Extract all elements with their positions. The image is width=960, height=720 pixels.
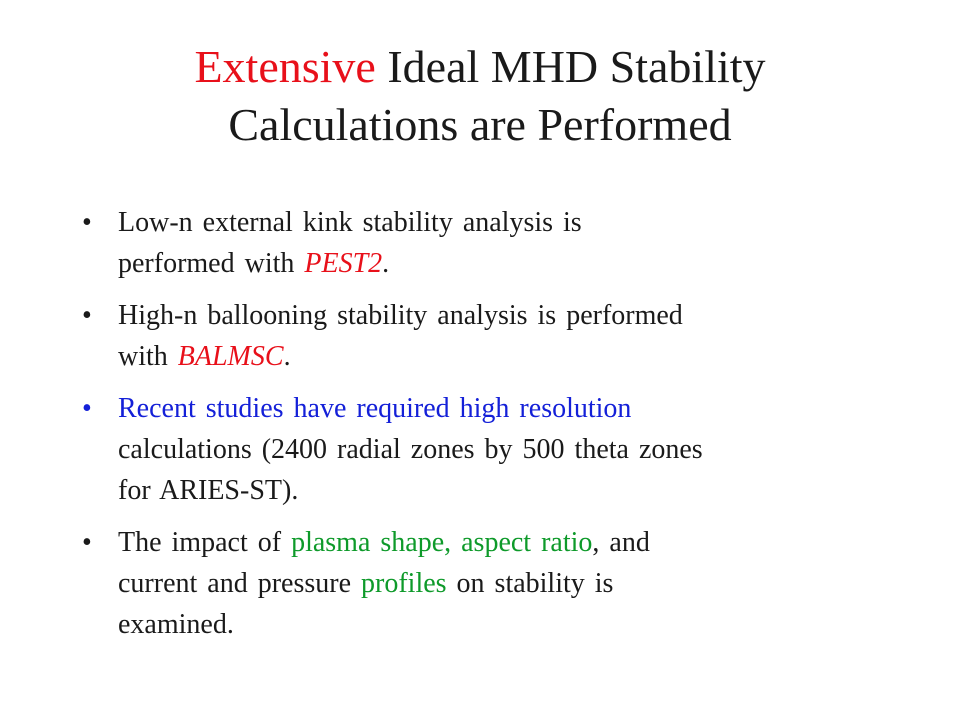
bullet-line: for ARIES-ST).: [118, 475, 299, 506]
bullet-line: [118, 563, 900, 604]
bullet-text: The impact of: [118, 527, 292, 558]
slide-title: [0, 38, 960, 154]
bullet-text: current and pressure: [118, 568, 362, 599]
bullet-item-pest2: [80, 202, 900, 284]
bullet-text: , and: [592, 527, 650, 558]
bullet-marker: •: [82, 527, 92, 558]
title-line-2: Calculations are Performed: [228, 99, 732, 150]
bullet-text: on stability is: [446, 568, 614, 599]
bullet-marker: •: [82, 300, 92, 331]
bullet-line: examined.: [118, 609, 234, 640]
bullet-line: Low-n external kink stability analysis is: [118, 207, 582, 238]
title-line-1: [0, 38, 960, 96]
bullet-line: [118, 243, 900, 284]
bullet-line: [118, 522, 900, 563]
bullet-marker: •: [82, 207, 92, 238]
bullet-text: .: [283, 341, 291, 372]
title-line-1-rest: Ideal MHD Stability: [375, 41, 766, 92]
highlight-profiles: profiles: [361, 568, 447, 599]
bullet-list: [80, 202, 900, 656]
bullet-line: [118, 336, 900, 377]
bullet-text: .: [382, 248, 390, 279]
bullet-marker: •: [82, 393, 92, 424]
bullet-item-impact: [80, 522, 900, 645]
bullet-line: calculations (2400 radial zones by 500 theta zones: [118, 434, 703, 465]
bullet-text: with: [118, 341, 178, 372]
bullet-item-resolution: [80, 388, 900, 511]
code-name-pest2: PEST2: [304, 248, 383, 279]
highlight-shape-aspect: plasma shape, aspect ratio: [291, 527, 593, 558]
bullet-line: High-n ballooning stability analysis is performed: [118, 300, 683, 331]
bullet-text: performed with: [118, 248, 305, 279]
bullet-line-highlight: Recent studies have required high resolution: [118, 393, 632, 424]
code-name-balmsc: BALMSC: [177, 341, 284, 372]
bullet-item-balmsc: [80, 295, 900, 377]
title-highlight: Extensive: [194, 41, 376, 92]
